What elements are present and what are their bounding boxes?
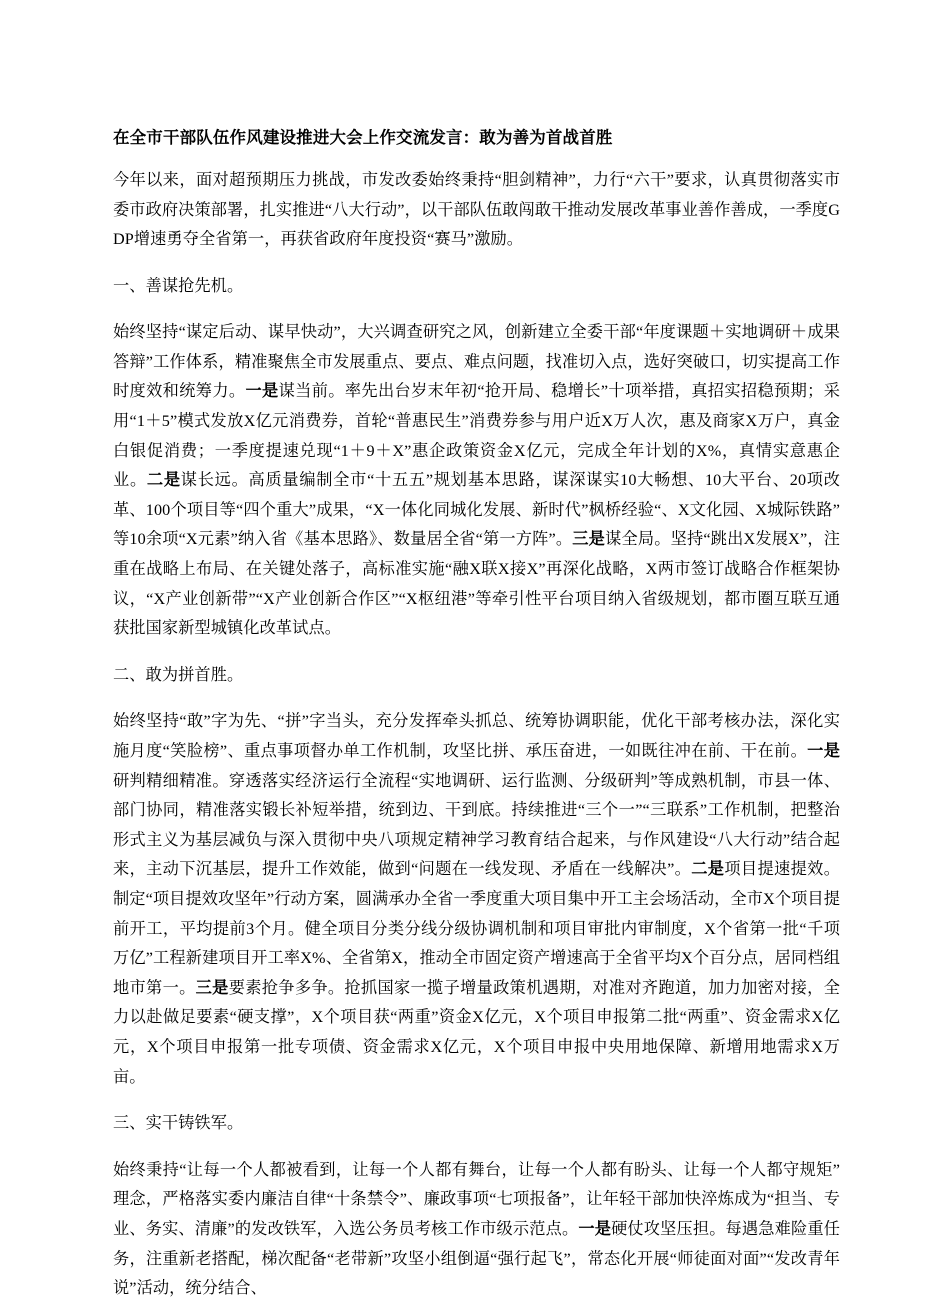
paragraph-section-2-body (113, 707, 840, 1092)
emphasis-run: 二是 (691, 860, 725, 879)
emphasis-run: 一是 (807, 742, 841, 761)
emphasis-run: 三是 (572, 530, 606, 549)
section-heading-1: 一、善谋抢先机。 (113, 276, 244, 295)
document-body (113, 126, 840, 1304)
text-run: 谋长远。高质量编制全市“十五五”规划基本思路，谋深谋实10大畅想、10大平台、20项改革、100个项目等“四个重大”成果，“X一体化同城化发展、新时代”枫桥经验“、X文化园、X城际铁路”等10余项“X元素”纳入省《基本思路》、数量居全省“第一方阵”。 (113, 471, 841, 549)
text-run: 研判精细精准。穿透落实经济运行全流程“实地调研、运行监测、分级研判”等成熟机制，市县一体、部门协同，精准落实锻长补短举措，统到边、干到底。持续推进“三个一”“三联系”工作机制，把整治形式主义为基层减负与深入贯彻中央八项规定精神学习教育结合起来，与作风建设“八大行动”结合起来，主动下沉基层，提升工作效能，做到“问题在一线发现、矛盾在一线解决”。 (113, 771, 840, 879)
page-title: 在全市干部队伍作风建设推进大会上作交流发言：敢为善为首战首胜 (113, 128, 613, 147)
text-run: 硬仗攻坚压担。每遇急难险重任务，注重新老搭配，梯次配备“老带新”攻坚小组倒逼“强行起飞”，常态化开展“师徒面对面”“发改青年说”活动，统分结合、 (113, 1219, 840, 1298)
text-run: 始终坚持“谋定后动、谋早快动”，大兴调查研究之风，创新建立全委干部“年度课题＋实地调研＋成果答辩”工作体系，精准聚焦全市发展重点、要点、难点问题，找准切入点，选好突破口，切实提高工作时度效和统筹力。 (113, 323, 840, 401)
paragraph-section-1-body (113, 318, 840, 644)
text-run: 始终坚持“敢”字为先、“拼”字当头，充分发挥牵头抓总、统筹协调职能，优化干部考核办法，深化实施月度“笑脸榜”、重点事项督办单工作机制，攻坚比拼、承压奋进，一如既往冲在前、干在前。 (113, 712, 840, 761)
text-run: 谋全局。坚持“跳出X发展X”，注重在战略上布局、在关键处落子，高标准实施“融X联X接X”再深化战略，X两市签订战略合作框架协议，“X产业创新带”“X产业创新合作区”“X枢纽港”等牵引性平台项目纳入省级规划，都市圈互联互通获批国家新型城镇化改革试点。 (113, 530, 841, 638)
emphasis-run: 二是 (146, 471, 181, 490)
text-run: 始终秉持“让每一个人都被看到，让每一个人都有舞台，让每一个人都有盼头、让每一个人都守规矩”理念，严格落实委内廉洁自律“十条禁令”、廉政事项“七项报备”，让年轻干部加快淬炼成为“担当、专业、务实、清廉”的发改铁军，入选公务员考核工作市级示范点。 (113, 1160, 840, 1238)
emphasis-run: 一是 (245, 382, 279, 401)
section-heading-3: 三、实干铸铁军。 (113, 1114, 244, 1133)
text-run: 要素抢争多争。抢抓国家一揽子增量政策机遇期，对准对齐跑道，加力加密对接，全力以赴做足要素“硬支撑”，X个项目获“两重”资金X亿元，X个项目申报第二批“两重”、资金需求X亿元，X个项目申报第一批专项债、资金需求X亿元，X个项目申报中央用地保障、新增用地需求X万亩。 (113, 978, 840, 1086)
paragraph-intro: 今年以来，面对超预期压力挑战，市发改委始终秉持“胆剑精神”，力行“六干”要求，认真贯彻落实市委市政府决策部署，扎实推进“八大行动”，以干部队伍敢闯敢干推动发展改革事业善作善成，一季度GDP增速勇夺全省第一，再获省政府年度投资“赛马”激励。 (113, 170, 840, 249)
section-heading-2: 二、敢为拼首胜。 (113, 665, 244, 684)
emphasis-run: 一是 (578, 1219, 612, 1238)
emphasis-run: 三是 (195, 978, 229, 997)
text-run: 谋当前。率先出台岁末年初“抢开局、稳增长”十项举措，真招实招稳预期；采用“1＋5”模式发放X亿元消费券，首轮“普惠民生”消费券参与用户近X万人次，惠及商家X万户，真金白银促消费；一季度提速兑现“1＋9＋X”惠企政策资金X亿元，完成全年计划的X%，真情实意惠企业。 (113, 382, 840, 490)
text-run: 项目提速提效。制定“项目提效攻坚年”行动方案，圆满承办全省一季度重大项目集中开工主会场活动，全市X个项目提前开工，平均提前3个月。健全项目分类分线分级协调机制和项目审批内审制度，X个省第一批“千项万亿”工程新建项目开工率X%、全省第X，推动全市固定资产增速高于全省平均X个百分点，居同档组地市第一。 (113, 860, 841, 997)
